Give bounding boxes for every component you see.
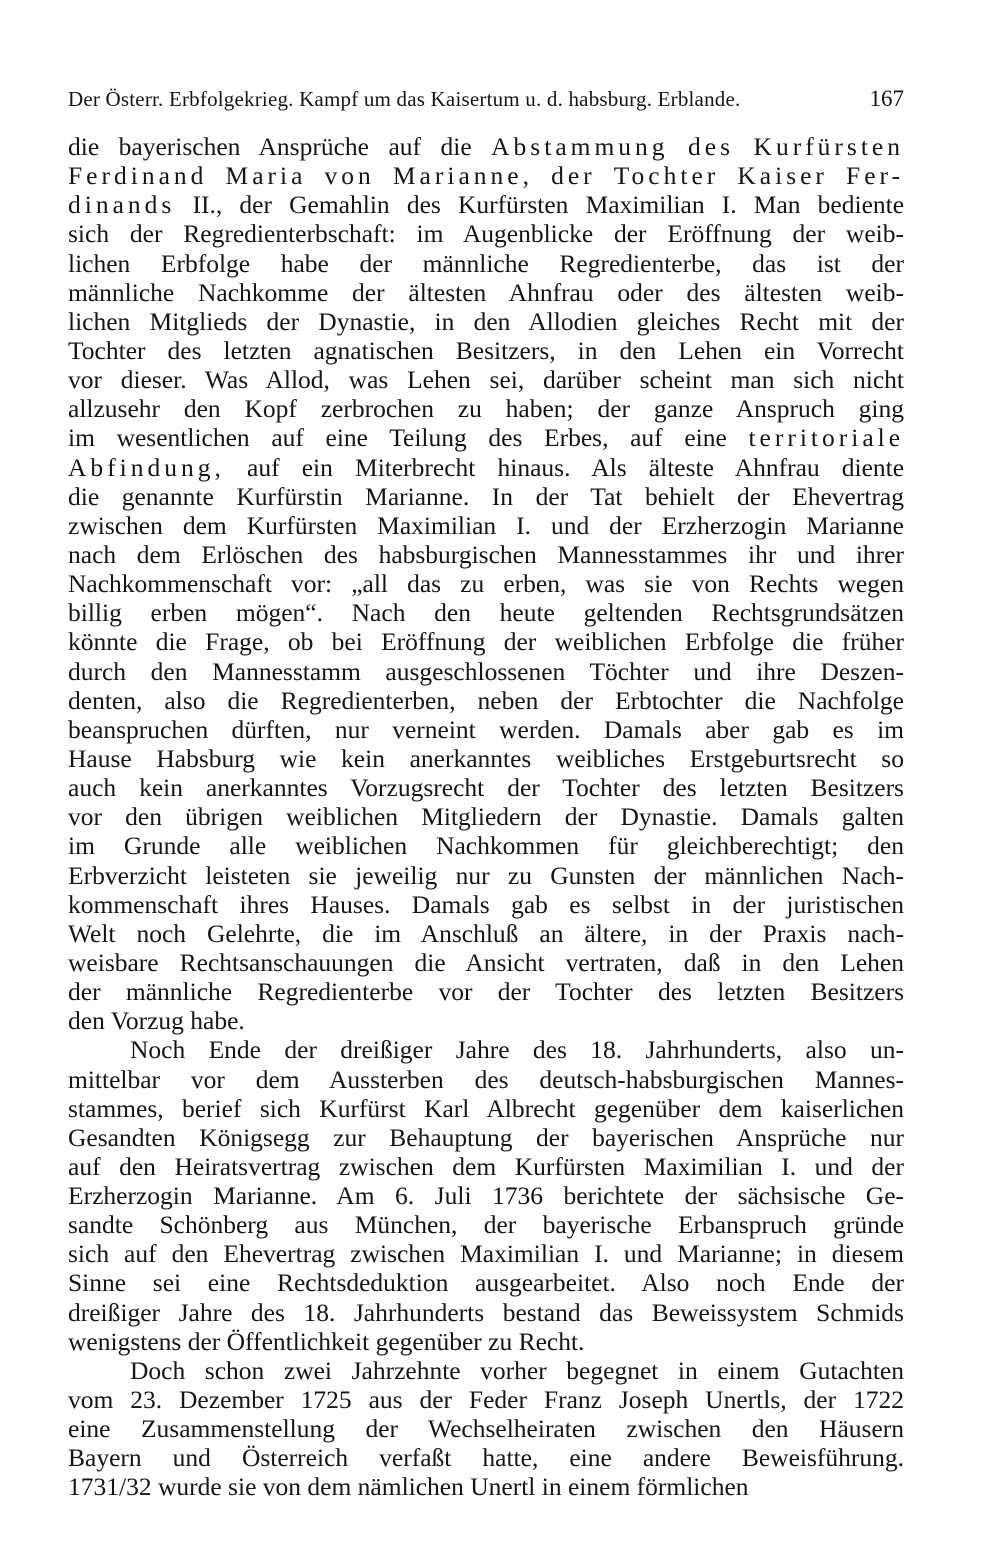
text-line: nach dem Erlöschen des habsburgischen Mannesstammes ihr und ihrer [68, 539, 904, 569]
text-line: Hause Habsburg wie kein anerkanntes weibliches Erstgeburtsrecht so [68, 743, 904, 773]
text-line: auch kein anerkanntes Vorzugsrecht der Tochter des letzten Besitzers [68, 773, 904, 803]
text-line: beanspruchen dürften, nur verneint werden. Damals aber gab es im [68, 714, 904, 744]
running-head [68, 84, 904, 114]
text-line: mittelbar vor dem Aussterben des deutsch-habsburgischen Mannes- [68, 1064, 904, 1094]
text-line: Gesandten Königsegg zur Behauptung der bayerischen Ansprüche nur [68, 1122, 904, 1152]
text-line: auf den Heiratsvertrag zwischen dem Kurfürsten Maximilian I. und der [68, 1151, 904, 1181]
text-line: sandte Schönberg aus München, der bayerische Erbanspruch gründe [68, 1210, 904, 1240]
text-line: durch den Mannesstamm ausgeschlossenen Töchter und ihre Deszen- [68, 656, 904, 686]
text-line: eine Zusammenstellung der Wechselheiraten zwischen den Häusern [68, 1414, 904, 1444]
text-line: Noch Ende der dreißiger Jahre des 18. Jahrhunderts, also un- [130, 1035, 904, 1065]
text-line: stammes, berief sich Kurfürst Karl Albrecht gegenüber dem kaiserlichen [68, 1093, 904, 1123]
text-line: Bayern und Österreich verfaßt hatte, eine andere Beweisführung. [68, 1443, 904, 1473]
text-line: sich der Regredienterbschaft: im Augenblicke der Eröffnung der weib- [68, 219, 904, 249]
text-line: zwischen dem Kurfürsten Maximilian I. und der Erzherzogin Marianne [68, 510, 904, 540]
text-line: Tochter des letzten agnatischen Besitzers, in den Lehen ein Vorrecht [68, 335, 904, 365]
text-line: dinands II., der Gemahlin des Kurfürsten Maximilian I. Man bediente [68, 190, 905, 220]
text-line: die genannte Kurfürstin Marianne. In der Tat behielt der Ehevertrag [68, 481, 904, 511]
text-line: denten, also die Regredienterben, neben der Erbtochter die Nachfolge [68, 685, 904, 715]
text-line: Ferdinand Maria von Marianne, der Tochter Kaiser Fer- [68, 161, 905, 191]
text-line: Sinne sei eine Rechtsdeduktion ausgearbeitet. Also noch Ende der [68, 1268, 904, 1298]
text-line: vor den übrigen weiblichen Mitgliedern der Dynastie. Damals galten [68, 802, 904, 832]
text-line: vor dieser. Was Allod, was Lehen sei, darüber scheint man sich nicht [68, 365, 904, 395]
text-line: Nachkommenschaft vor: „all das zu erben, was sie von Rechts wegen [68, 569, 904, 599]
text-line: lichen Erbfolge habe der männliche Regredienterbe, das ist der [68, 248, 904, 278]
text-line: wenigstens der Öffentlichkeit gegenüber zu Recht. [68, 1326, 585, 1356]
body-text [68, 132, 904, 1502]
text-line: Welt noch Gelehrte, die im Anschluß an ältere, in der Praxis nach- [68, 918, 904, 948]
text-line: Erzherzogin Marianne. Am 6. Juli 1736 berichtete der sächsische Ge- [68, 1181, 904, 1211]
text-line: lichen Mitglieds der Dynastie, in den Allodien gleiches Recht mit der [68, 306, 904, 336]
text-line: billig erben mögen“. Nach den heute geltenden Rechtsgrundsätzen [68, 598, 904, 628]
text-line: Abfindung, auf ein Miterbrecht hinaus. Als älteste Ahnfrau diente [68, 452, 905, 482]
text-line: im wesentlichen auf eine Teilung des Erbes, auf eine territoriale [68, 423, 905, 453]
text-line: Erbverzicht leisteten sie jeweilig nur zu Gunsten der männlichen Nach- [68, 860, 904, 890]
text-line: den Vorzug habe. [68, 1006, 245, 1036]
text-line: 1731/32 wurde sie von dem nämlichen Unertl in einem förmlichen [68, 1472, 749, 1502]
text-line: im Grunde alle weiblichen Nachkommen für gleichberechtigt; den [68, 831, 904, 861]
text-line: kommenschaft ihres Hauses. Damals gab es selbst in der juristischen [68, 889, 904, 919]
running-head-title: Der Österr. Erbfolgekrieg. Kampf um das Kaisertum u. d. habsburg. Erblande. [68, 87, 741, 111]
text-line: weisbare Rechtsanschauungen die Ansicht vertraten, daß in den Lehen [68, 947, 904, 977]
text-line: vom 23. Dezember 1725 aus der Feder Franz Joseph Unertls, der 1722 [68, 1385, 904, 1415]
text-line: dreißiger Jahre des 18. Jahrhunderts bestand das Beweissystem Schmids [68, 1297, 904, 1327]
text-line: der männliche Regredienterbe vor der Tochter des letzten Besitzers [68, 977, 904, 1007]
text-line: sich auf den Ehevertrag zwischen Maximilian I. und Marianne; in diesem [68, 1239, 904, 1269]
text-line: allzusehr den Kopf zerbrochen zu haben; der ganze Anspruch ging [68, 394, 904, 424]
text-line: männliche Nachkomme der ältesten Ahnfrau oder des ältesten weib- [68, 277, 904, 307]
page-number: 167 [869, 86, 904, 111]
text-line: Doch schon zwei Jahrzehnte vorher begegnet in einem Gutachten [130, 1355, 904, 1385]
text-line: könnte die Frage, ob bei Eröffnung der weiblichen Erbfolge die früher [68, 627, 904, 657]
text-line: die bayerischen Ansprüche auf die Abstammung des Kurfürsten [68, 132, 904, 161]
